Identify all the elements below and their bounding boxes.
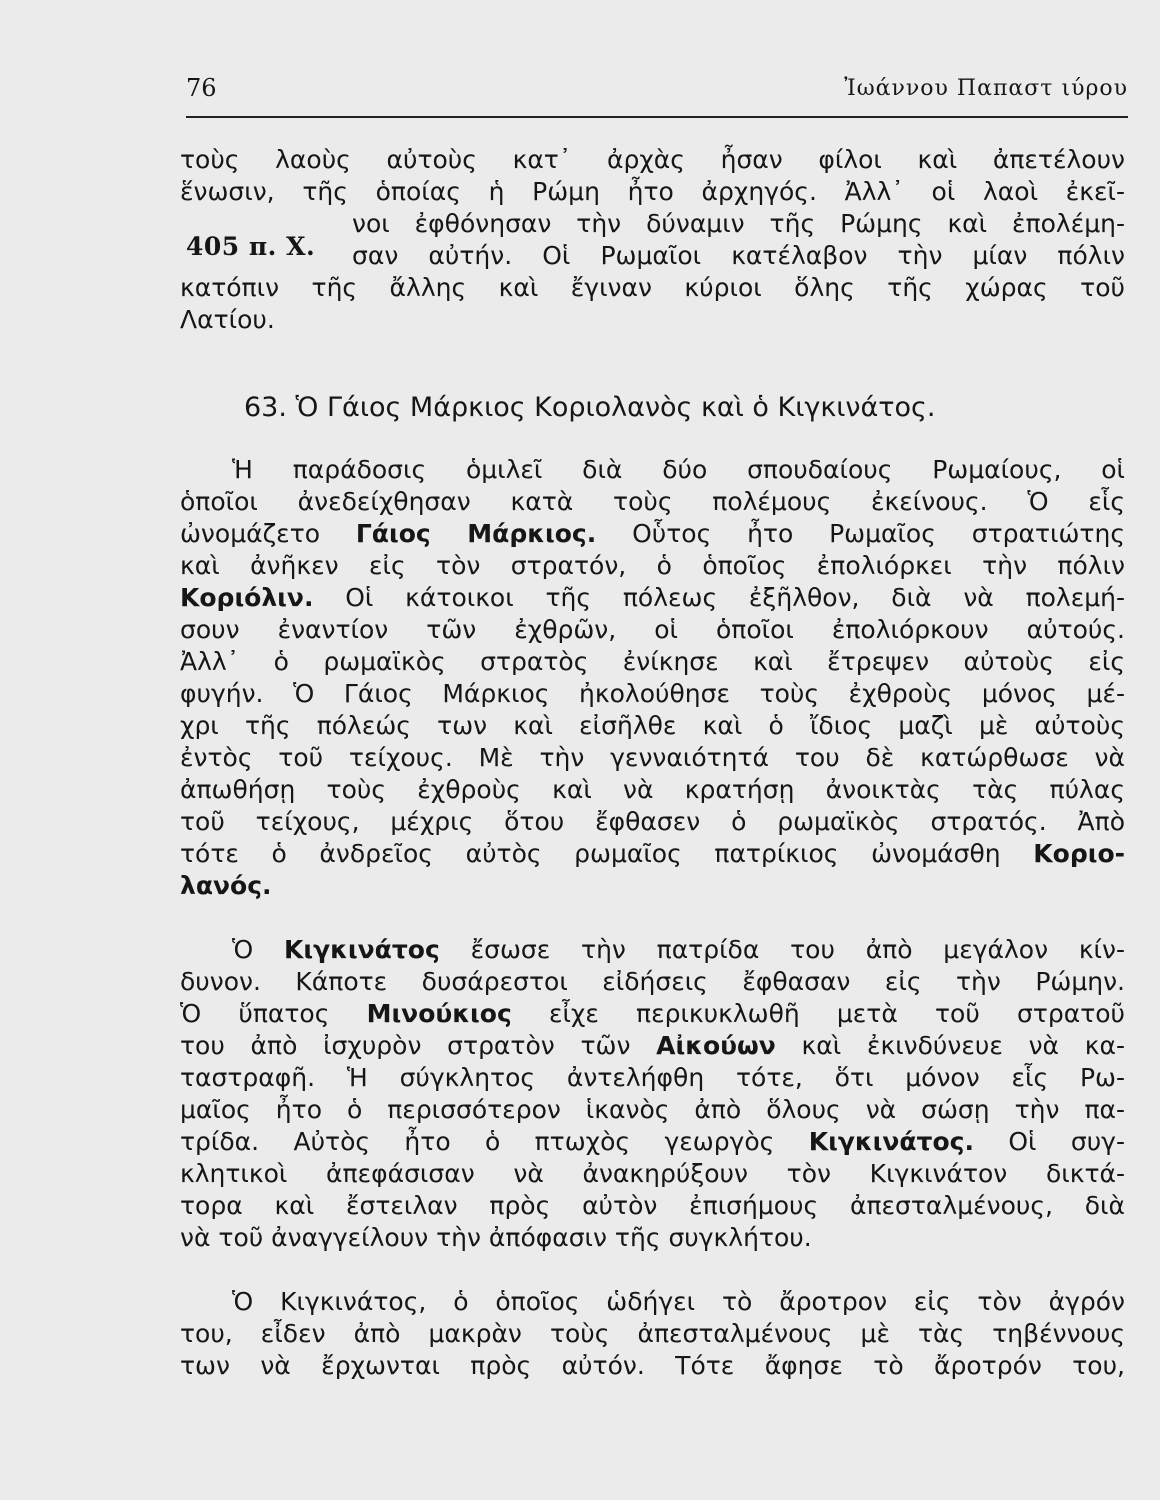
text-line: του, εἶδεν ἀπὸ μακρὰν τοὺς ἀπεσταλμένους μὲ τὰς τηβέννους [180,1319,1125,1348]
text-line [180,582,1125,614]
page-number: 76 [186,74,217,102]
text-run: ὠνομάζετο [180,519,321,548]
text-line: ἕνωσιν, τῆς ὁποίας ἡ Ρώμη ἦτο ἀρχηγός. Ἀλλ᾽ οἱ λαοὶ ἐκεῖ- [180,177,1125,206]
text-line: καὶ ἀνῆκεν εἰς τὸν στρατόν, ὁ ὁποῖος ἐπολιόρκει τὴν πόλιν [180,551,1125,580]
text-line [180,838,1125,870]
text-line: δυνον. Κάποτε δυσάρεστοι εἰδήσεις ἔφθασαν εἰς τὴν Ρώμην. [180,967,1125,996]
text-line: σουν ἐναντίον τῶν ἐχθρῶν, οἱ ὁποῖοι ἐπολιόρκουν αὐτούς. [180,615,1125,644]
text-line: Ἀλλ᾽ ὁ ρωμαϊκὸς στρατὸς ἐνίκησε καὶ ἔτρεψεν αὐτοὺς εἰς [180,647,1125,676]
text-line: φυγήν. Ὁ Γάιος Μάρκιος ἠκολούθησε τοὺς ἐχθροὺς μόνος μέ- [180,679,1125,708]
text-line [180,998,1125,1030]
text-run: τότε ὁ ἀνδρεῖος αὐτὸς ρωμαῖος πατρίκιος ὠνομάσθη [180,839,1001,868]
paragraph-cincinnatus [180,934,1125,1254]
text-line: Λατίου. [180,305,275,334]
text-line: ὁποῖοι ἀνεδείχθησαν κατὰ τοὺς πολέμους ἐκείνους. Ὁ εἷς [180,487,1125,516]
text-line: τοὺς λαοὺς αὐτοὺς κατ᾽ ἀρχὰς ἦσαν φίλοι καὶ ἀπετέλουν [180,145,1125,174]
text-line [180,870,1125,902]
intro-paragraph [180,144,1125,336]
text-line: κατόπιν τῆς ἄλλης καὶ ἔγιναν κύριοι ὅλης τῆς χώρας τοῦ [180,273,1125,302]
running-title: Ἰωάννου Παπαστ ιύρου [844,76,1128,101]
text-line: Ὁ Κιγκινάτος, ὁ ὁποῖος ὡδήγει τὸ ἄροτρον εἰς τὸν ἀγρόν [232,1287,1125,1316]
text-line: κλητικοὶ ἀπεφάσισαν νὰ ἀνακηρύξουν τὸν Κιγκινάτον δικτά- [180,1159,1125,1188]
name-coriolanus-end: λανός. [180,871,272,900]
text-line: τορα καὶ ἔστειλαν πρὸς αὐτὸν ἐπισήμους ἀπεσταλμένους, διὰ [180,1191,1125,1220]
text-run: Οἱ κάτοικοι τῆς πόλεως ἐξῆλθον, διὰ νὰ πολεμή- [345,583,1125,612]
text-line: νοι ἐφθόνησαν τὴν δύναμιν τῆς Ρώμης καὶ ἐπολέμη- [352,209,1125,238]
text-run: Ὁ [232,935,254,964]
text-line: τοῦ τείχους, μέχρις ὅτου ἔφθασεν ὁ ρωμαϊκὸς στρατός. Ἀπὸ [180,807,1125,836]
text-run: καὶ ἐκινδύνευε νὰ κα- [801,1031,1125,1060]
text-line [180,1030,1125,1062]
name-corioli: Κοριόλιν. [180,583,314,612]
paragraph-marcius [180,454,1125,902]
text-run: Ὁ ὕπατος [180,999,330,1028]
paragraph-plough [180,1286,1125,1382]
text-line [180,934,1125,966]
section-heading: 63. Ὁ Γάιος Μάρκιος Κοριολανὸς καὶ ὁ Κιγκινάτος. [244,392,936,423]
margin-date-note: 405 π. Χ. [186,232,316,261]
text-line: των νὰ ἔρχωνται πρὸς αὐτόν. Τότε ἄφησε τὸ ἄροτρόν του, [180,1351,1125,1380]
name-coriolanus: Κοριο- [1033,839,1126,868]
name-cincinnatus-2: Κιγκινάτος. [808,1127,974,1156]
text-line: χρι τῆς πόλεώς των καὶ εἰσῆλθε καὶ ὁ ἴδιος μαζὶ μὲ αὐτοὺς [180,711,1125,740]
text-run: του ἀπὸ ἰσχυρὸν στρατὸν τῶν [180,1031,631,1060]
running-header [186,72,1128,118]
text-run: Οὗτος ἦτο Ρωμαῖος στρατιώτης [632,519,1125,548]
text-run: τρίδα. Αὐτὸς ἦτο ὁ πτωχὸς γεωργὸς [180,1127,775,1156]
name-aequi: Αἰκούων [656,1031,776,1060]
text-line: σαν αὐτήν. Οἱ Ρωμαῖοι κατέλαβον τὴν μίαν πόλιν [352,241,1125,270]
text-run: εἶχε περικυκλωθῆ μετὰ τοῦ στρατοῦ [548,999,1126,1028]
text-line: ταστραφῆ. Ἡ σύγκλητος ἀντελήφθη τότε, ὅτι μόνον εἷς Ρω- [180,1063,1125,1092]
text-line: ἐντὸς τοῦ τείχους. Μὲ τὴν γενναιότητά του δὲ κατώρθωσε νὰ [180,743,1125,772]
text-line [180,1126,1125,1158]
name-gaius-marcius: Γάιος Μάρκιος. [355,519,597,548]
text-line: ἀπωθήσῃ τοὺς ἐχθροὺς καὶ νὰ κρατήσῃ ἀνοικτὰς τὰς πύλας [180,775,1125,804]
text-run: Οἱ συγ- [1008,1127,1126,1156]
text-line: νὰ τοῦ ἀναγγείλουν τὴν ἀπόφασιν τῆς συγκλήτου. [180,1223,812,1252]
text-run: ἔσωσε τὴν πατρίδα του ἀπὸ μεγάλον κίν- [470,935,1125,964]
text-line: Ἡ παράδοσις ὁμιλεῖ διὰ δύο σπουδαίους Ρωμαίους, οἱ [232,455,1125,484]
text-line: μαῖος ἦτο ὁ περισσότερον ἱκανὸς ἀπὸ ὅλους νὰ σώσῃ τὴν πα- [180,1095,1125,1124]
text-line [180,518,1125,550]
name-cincinnatus: Κιγκινάτος [284,935,440,964]
name-minucius: Μινούκιος [366,999,512,1028]
